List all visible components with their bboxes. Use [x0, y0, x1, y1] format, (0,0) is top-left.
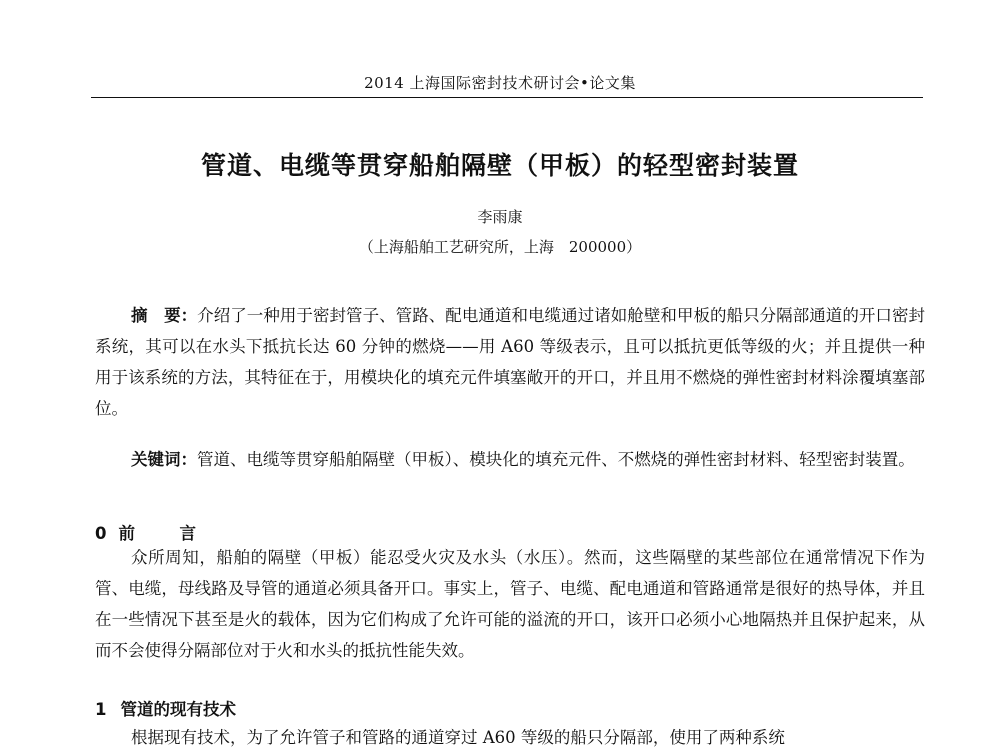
header-rule: [91, 97, 923, 98]
introduction-paragraph: 众所周知，船舶的隔壁（甲板）能忍受火灾及水头（水压）。然而，这些隔壁的某些部位在通常情况下作为管、电缆，母线路及导管的通道必须具备开口。事实上，管子、电缆、配电通道和管路通常是很好的热导体，并且在一些情况下甚至是火的载体，因为它们构成了允许可能的溢流的开口，该开口必须小心地隔热并且保护起来，从而不会使得分隔部位对于火和水头的抵抗性能失效。: [95, 548, 925, 660]
section-heading-prior-art: [95, 696, 236, 720]
keywords-label: 关键词：: [131, 450, 197, 469]
paper-title: 管道、电缆等贯穿船舶隔壁（甲板）的轻型密封装置: [200, 151, 799, 180]
abstract-text: 介绍了一种用于密封管子、管路、配电通道和电缆通过诸如舱壁和甲板的船只分隔部通道的开口密封系统，其可以在水头下抵抗长达 60 分钟的燃烧——用 A60 等级表示，且可以抵抗更低等级的火；并且提供一种用于该系统的方法，其特征在于，用模块化的填充元件填塞敞开的开口，并且用不燃烧的弹性密封材料涂覆填塞部位。: [95, 306, 926, 418]
keywords-text: 管道、电缆等贯穿船舶隔壁（甲板）、模块化的填充元件、不燃烧的弹性密封材料、轻型密封装置。: [197, 450, 915, 469]
abstract-paragraph: [95, 300, 925, 424]
section-title: 前 言: [118, 524, 210, 543]
running-header: 2014 上海国际密封技术研讨会•论文集: [364, 74, 636, 92]
author-name: 李雨康: [477, 208, 523, 226]
keywords-paragraph: [95, 444, 925, 475]
prior-art-paragraph: 根据现有技术，为了允许管子和管路的通道穿过 A60 等级的船只分隔部，使用了两种系统: [131, 728, 785, 747]
section-number: 1: [95, 700, 107, 719]
abstract-label: 摘 要：: [131, 306, 198, 325]
section-number: 0: [95, 524, 107, 543]
section-heading-introduction: [95, 520, 210, 544]
section-title: 管道的现有技术: [120, 700, 236, 719]
author-affiliation: （上海船舶工艺研究所，上海 200000）: [358, 238, 642, 256]
